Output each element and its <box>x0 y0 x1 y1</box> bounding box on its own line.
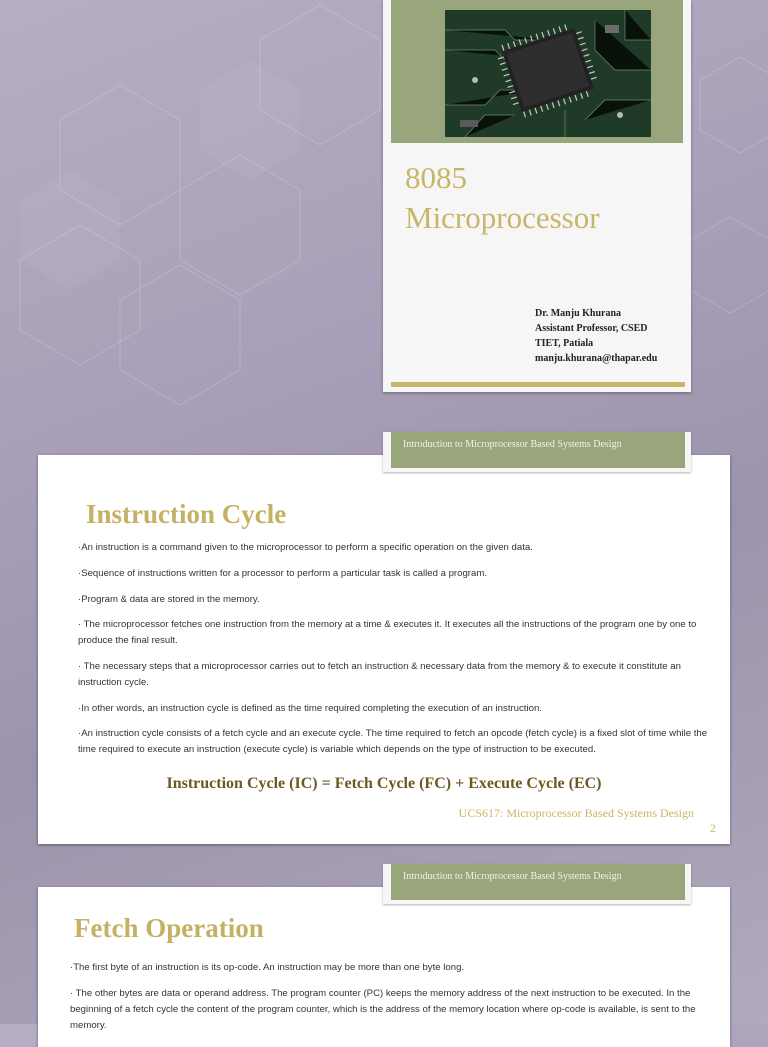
bullet-4: · The microprocessor fetches one instruction from the memory at a time & executes it. It executes all the instructions of the program one by one to produce the final result. <box>78 619 697 646</box>
circuit-board-image <box>445 10 651 137</box>
presentation-title <box>405 158 600 238</box>
slide-header-text: Introduction to Microprocessor Based Systems Design <box>391 864 685 900</box>
slide-header-tab <box>383 864 691 904</box>
slide-header-text: Introduction to Microprocessor Based Systems Design <box>391 432 685 468</box>
bullet-5: · The necessary steps that a microprocessor carries out to fetch an instruction & necessary data from the memory & to execute it constitute an instruction cycle. <box>78 661 681 688</box>
author-email: manju.khurana@thapar.edu <box>535 353 658 364</box>
bullet-1: ·The first byte of an instruction is its op-code. An instruction may be more than one byte long. <box>70 962 465 973</box>
bullet-7: ·An instruction cycle consists of a fetch cycle and an execute cycle. The time required to fetch an opcode (fetch cycle) is a fixed slot of time while the time required to execute an instruction (execute cycle) is variable which depends on the type of instruction to be executed. <box>78 728 708 755</box>
slide-title: Instruction Cycle <box>86 499 287 529</box>
instruction-cycle-formula: Instruction Cycle (IC) = Fetch Cycle (FC) + Execute Cycle (EC) <box>166 775 602 792</box>
title-divider-bar <box>391 382 685 387</box>
slide-footer: UCS617: Microprocessor Based Systems Design <box>458 806 694 820</box>
bullet-2: ·Sequence of instructions written for a processor to perform a particular task is called a program. <box>78 568 487 579</box>
title-line-1: 8085 <box>405 160 467 195</box>
author-name: Dr. Manju Khurana <box>535 308 622 319</box>
slide-instruction-cycle <box>38 455 730 844</box>
slide-title: Fetch Operation <box>74 913 264 943</box>
bullet-3: ·Program & data are stored in the memory. <box>78 594 260 605</box>
author-position: Assistant Professor, CSED <box>535 323 648 334</box>
title-image-panel <box>391 0 683 143</box>
bullet-1: ·An instruction is a command given to the microprocessor to perform a specific operation on the given data. <box>78 542 533 553</box>
slide-header-tab <box>383 432 691 472</box>
author-institution: TIET, Patiala <box>535 338 594 349</box>
bullet-2: · The other bytes are data or operand address. The program counter (PC) keeps the memory address of the next instruction to be executed. In the beginning of a fetch cycle the content of the program counter, which is the address of the memory location where op-code is available, is sent to the memory. <box>70 988 696 1031</box>
title-line-2: Microprocessor <box>405 200 600 235</box>
bullet-6: ·In other words, an instruction cycle is defined as the time required completing the execution of an instruction. <box>78 703 542 714</box>
title-slide <box>383 0 691 392</box>
slide-fetch-operation <box>38 887 730 1047</box>
author-info <box>535 306 657 366</box>
page-number: 2 <box>710 821 716 835</box>
